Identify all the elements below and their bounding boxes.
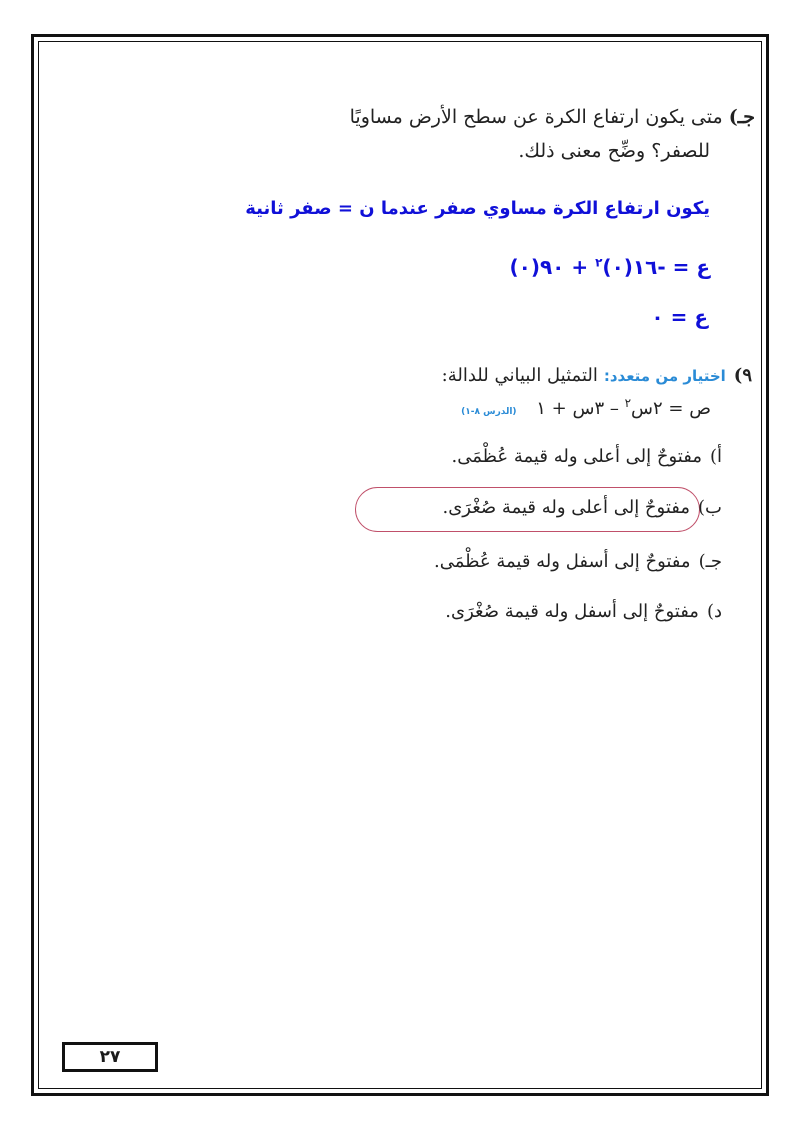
option-d-text: مفتوحٌ إلى أسفل وله قيمة صُغْرَى. — [445, 601, 699, 622]
function-part-b: – ٣س + ١ — [536, 398, 619, 419]
question-9-number: ٩) — [733, 365, 752, 386]
answer-equation-1 — [509, 255, 710, 279]
multiple-choice-tag: اختيار من متعدد: — [603, 367, 726, 385]
option-c-text: مفتوحٌ إلى أسفل وله قيمة عُظْمَى. — [433, 551, 691, 572]
lesson-reference: (الدرس ٨-١) — [461, 407, 517, 417]
option-a[interactable] — [452, 446, 722, 467]
option-b-label: ب) — [698, 497, 722, 518]
question-9-prompt: التمثيل البياني للدالة: — [441, 365, 598, 386]
function-exponent: ٢ — [624, 396, 632, 410]
eq1-exponent: ٢ — [595, 255, 603, 270]
option-c[interactable] — [434, 551, 722, 572]
option-a-label: أ) — [709, 446, 722, 467]
question-9-function — [461, 396, 711, 419]
page-number: ٢٧ — [99, 1047, 121, 1067]
eq1-right: + ٩٠(٠) — [509, 255, 589, 279]
option-d[interactable] — [445, 601, 722, 622]
option-c-label: جـ) — [698, 551, 722, 572]
option-b[interactable] — [443, 497, 723, 518]
eq1-left: ع = -١٦(٠) — [602, 255, 710, 279]
page-number-box — [62, 1042, 158, 1072]
option-b-text: مفتوحٌ إلى أعلى وله قيمة صُغْرَى. — [442, 497, 691, 518]
question-c-text-1: متى يكون ارتفاع الكرة عن سطح الأرض مساويًا — [349, 106, 723, 128]
question-9-header — [442, 365, 752, 386]
question-c-label: جـ) — [728, 106, 755, 128]
question-c-line-2: للصفر؟ وضِّح معنى ذلك. — [518, 140, 710, 162]
answer-statement: يكون ارتفاع الكرة مساوي صفر عندما ن = صفر ثانية — [245, 198, 710, 219]
function-part-a: ص = ٢س — [631, 398, 711, 419]
option-a-text: مفتوحٌ إلى أعلى وله قيمة عُظْمَى. — [451, 446, 702, 467]
question-c-line-1 — [350, 106, 755, 128]
answer-equation-2: ع = ٠ — [651, 305, 708, 329]
option-d-label: د) — [706, 601, 722, 622]
